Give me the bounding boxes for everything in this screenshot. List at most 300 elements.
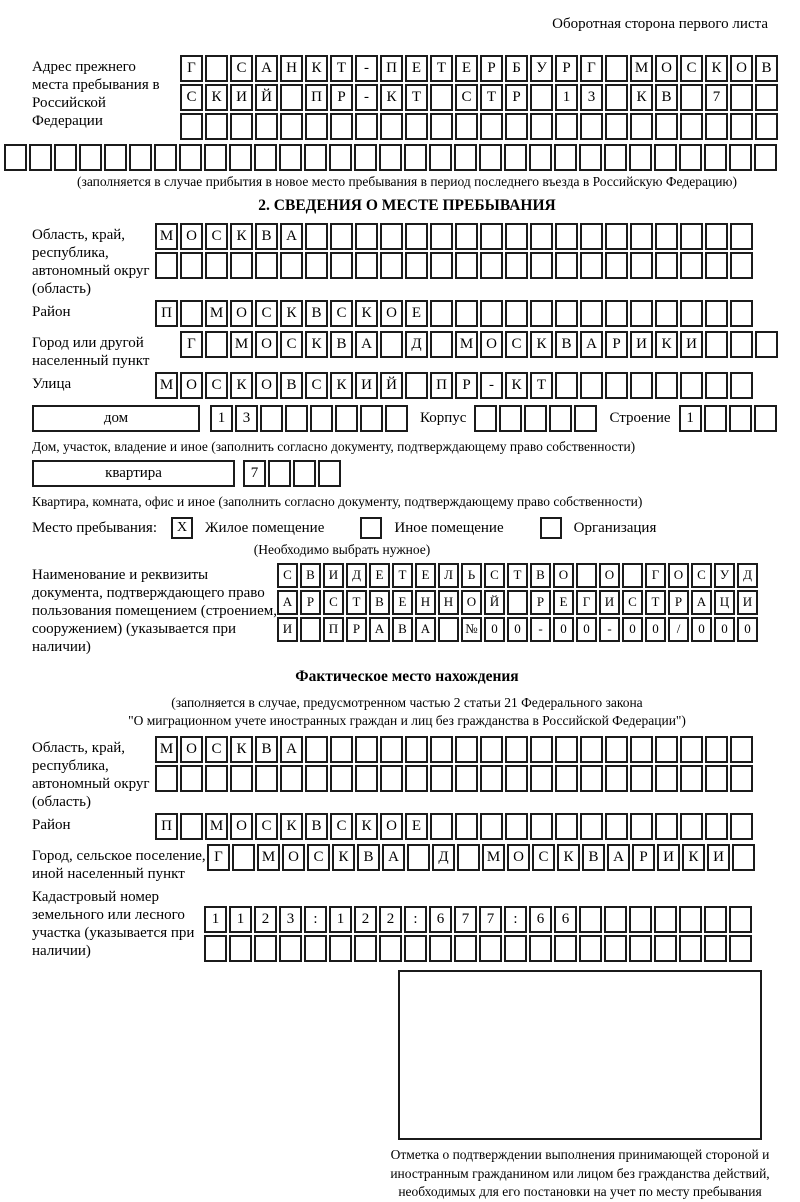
- char-box: Т: [346, 590, 367, 615]
- char-box: [729, 405, 752, 432]
- char-box: [680, 252, 703, 279]
- char-box: [655, 113, 678, 140]
- char-box: П: [305, 84, 328, 111]
- char-box: А: [580, 331, 603, 358]
- char-box: [280, 765, 303, 792]
- char-box: [455, 736, 478, 763]
- char-box: Г: [180, 55, 203, 82]
- char-row: [180, 84, 780, 111]
- char-box: /: [668, 617, 689, 642]
- char-box: П: [380, 55, 403, 82]
- char-box: О: [553, 563, 574, 588]
- char-box: [580, 372, 603, 399]
- char-box: [229, 935, 252, 962]
- char-box: Г: [207, 844, 230, 871]
- char-box: [630, 736, 653, 763]
- char-box: [285, 405, 308, 432]
- char-box: 2: [379, 906, 402, 933]
- char-box: [29, 144, 52, 171]
- char-box: [280, 113, 303, 140]
- char-box: К: [305, 331, 328, 358]
- char-box: [330, 223, 353, 250]
- char-box: [455, 113, 478, 140]
- char-box: [499, 405, 522, 432]
- char-box: [318, 460, 341, 487]
- city-label: Город или другой населенный пункт: [32, 335, 150, 369]
- char-box: [705, 252, 728, 279]
- char-box: Г: [180, 331, 203, 358]
- char-box: Б: [505, 55, 528, 82]
- char-row: [277, 563, 760, 588]
- char-box: [630, 372, 653, 399]
- char-box: [530, 813, 553, 840]
- char-box: [680, 84, 703, 111]
- char-box: [730, 813, 753, 840]
- house-note: Дом, участок, владение и иное (заполнить согласно документу, подтверждающему право собственности): [32, 439, 636, 454]
- char-box: [680, 736, 703, 763]
- char-box: [555, 113, 578, 140]
- char-box: Н: [415, 590, 436, 615]
- char-box: [605, 113, 628, 140]
- char-box: О: [655, 55, 678, 82]
- char-box: М: [257, 844, 280, 871]
- region-block: [32, 223, 782, 298]
- char-box: [385, 405, 408, 432]
- char-box: :: [504, 906, 527, 933]
- char-box: [654, 935, 677, 962]
- char-box: Е: [553, 590, 574, 615]
- actual-city-label: Город, сельское поселение, иной населенный пункт: [32, 848, 206, 882]
- char-box: [430, 300, 453, 327]
- prev-address-label: Адрес прежнего места пребывания в Российской Федерации: [32, 59, 160, 129]
- char-box: [430, 84, 453, 111]
- char-box: [630, 223, 653, 250]
- char-box: [279, 144, 302, 171]
- char-box: [360, 405, 383, 432]
- char-box: С: [180, 84, 203, 111]
- stay-option-residential: [171, 517, 324, 539]
- char-box: С: [532, 844, 555, 871]
- char-box: Р: [605, 331, 628, 358]
- char-box: [429, 144, 452, 171]
- char-box: Д: [432, 844, 455, 871]
- char-box: [180, 252, 203, 279]
- char-box: [4, 144, 27, 171]
- char-box: С: [305, 372, 328, 399]
- char-box: [474, 405, 497, 432]
- char-box: В: [582, 844, 605, 871]
- char-box: [730, 736, 753, 763]
- char-box: [305, 113, 328, 140]
- char-box: [354, 935, 377, 962]
- char-box: [705, 813, 728, 840]
- char-box: [655, 300, 678, 327]
- page-header-note: Оборотная сторона первого листа: [552, 16, 768, 32]
- char-box: 1: [329, 906, 352, 933]
- char-box: [293, 460, 316, 487]
- char-box: К: [332, 844, 355, 871]
- char-box: К: [682, 844, 705, 871]
- char-box: [268, 460, 291, 487]
- document-block: [32, 563, 782, 656]
- char-box: С: [691, 563, 712, 588]
- char-box: [205, 55, 228, 82]
- char-box: [280, 84, 303, 111]
- char-row: [180, 55, 780, 82]
- char-box: М: [155, 736, 178, 763]
- street-block: [32, 372, 782, 401]
- char-box: [505, 736, 528, 763]
- char-box: [555, 252, 578, 279]
- char-box: 1: [679, 405, 702, 432]
- char-box: 7: [479, 906, 502, 933]
- char-box: К: [230, 736, 253, 763]
- stay-note: (Необходимо выбрать нужное): [253, 542, 431, 557]
- char-box: И: [355, 372, 378, 399]
- char-box: [579, 906, 602, 933]
- char-box: Р: [480, 55, 503, 82]
- char-box: В: [280, 372, 303, 399]
- char-row: [210, 405, 410, 432]
- char-box: [530, 252, 553, 279]
- char-box: [580, 223, 603, 250]
- char-box: А: [369, 617, 390, 642]
- char-box: [655, 813, 678, 840]
- char-box: [705, 736, 728, 763]
- char-box: [654, 906, 677, 933]
- char-box: В: [255, 223, 278, 250]
- char-box: [280, 252, 303, 279]
- char-box: [305, 765, 328, 792]
- char-box: [279, 935, 302, 962]
- char-row: [204, 906, 754, 933]
- char-box: [755, 331, 778, 358]
- char-box: [622, 563, 643, 588]
- char-box: [605, 372, 628, 399]
- char-box: [605, 765, 628, 792]
- cadastral-rows: [204, 885, 754, 964]
- korpus-label: Корпус: [420, 410, 467, 426]
- char-box: С: [622, 590, 643, 615]
- char-box: [504, 144, 527, 171]
- char-box: [454, 144, 477, 171]
- char-box: [480, 736, 503, 763]
- char-box: В: [255, 736, 278, 763]
- char-box: С: [280, 331, 303, 358]
- char-box: [505, 113, 528, 140]
- char-box: А: [280, 223, 303, 250]
- region-label: Область, край, республика, автономный округ (область): [32, 227, 150, 297]
- stay-option-other: [360, 517, 503, 539]
- char-box: В: [357, 844, 380, 871]
- char-box: [405, 252, 428, 279]
- char-box: [704, 906, 727, 933]
- char-box: Т: [330, 55, 353, 82]
- char-box: 0: [484, 617, 505, 642]
- char-box: [579, 935, 602, 962]
- char-box: [655, 252, 678, 279]
- char-box: П: [155, 813, 178, 840]
- char-box: [680, 300, 703, 327]
- char-box: С: [484, 563, 505, 588]
- char-box: [180, 765, 203, 792]
- char-box: Т: [392, 563, 413, 588]
- char-box: [380, 331, 403, 358]
- char-box: И: [599, 590, 620, 615]
- char-row: [474, 405, 599, 432]
- checkbox-other: [360, 517, 382, 539]
- char-row: [155, 765, 755, 792]
- char-box: [405, 765, 428, 792]
- char-box: О: [180, 223, 203, 250]
- char-box: [755, 113, 778, 140]
- char-box: А: [382, 844, 405, 871]
- char-box: О: [230, 300, 253, 327]
- char-box: [605, 84, 628, 111]
- char-box: [430, 223, 453, 250]
- char-box: 0: [645, 617, 666, 642]
- char-box: -: [355, 55, 378, 82]
- char-box: [480, 252, 503, 279]
- char-box: [430, 813, 453, 840]
- char-box: [329, 144, 352, 171]
- char-box: С: [505, 331, 528, 358]
- char-box: В: [530, 563, 551, 588]
- char-box: В: [392, 617, 413, 642]
- char-box: Р: [455, 372, 478, 399]
- char-box: [430, 113, 453, 140]
- char-box: У: [530, 55, 553, 82]
- char-box: К: [230, 372, 253, 399]
- char-box: [457, 844, 480, 871]
- char-box: [104, 144, 127, 171]
- char-box: [554, 935, 577, 962]
- char-box: О: [461, 590, 482, 615]
- char-box: [179, 144, 202, 171]
- char-box: [604, 935, 627, 962]
- char-box: [605, 55, 628, 82]
- char-box: [438, 617, 459, 642]
- char-box: Р: [632, 844, 655, 871]
- char-box: [579, 144, 602, 171]
- char-box: О: [230, 813, 253, 840]
- char-box: К: [530, 331, 553, 358]
- char-box: И: [230, 84, 253, 111]
- char-box: О: [282, 844, 305, 871]
- char-box: Е: [405, 813, 428, 840]
- char-box: [730, 372, 753, 399]
- char-box: С: [680, 55, 703, 82]
- char-box: [480, 765, 503, 792]
- char-box: С: [323, 590, 344, 615]
- char-box: О: [180, 736, 203, 763]
- char-box: Е: [405, 55, 428, 82]
- char-box: О: [255, 331, 278, 358]
- actual-location-note1: (заполняется в случае, предусмотренном частью 2 статьи 21 Федерального закона: [171, 695, 643, 710]
- char-box: [254, 935, 277, 962]
- char-box: [305, 252, 328, 279]
- char-box: П: [155, 300, 178, 327]
- char-box: О: [180, 372, 203, 399]
- char-box: [330, 736, 353, 763]
- char-box: [480, 300, 503, 327]
- char-box: К: [280, 300, 303, 327]
- char-box: [479, 144, 502, 171]
- char-box: [180, 813, 203, 840]
- stamp-area: [398, 970, 762, 1140]
- char-box: -: [599, 617, 620, 642]
- char-box: 2: [254, 906, 277, 933]
- char-box: А: [277, 590, 298, 615]
- actual-location-title: Фактическое место нахождения: [295, 668, 519, 685]
- actual-district-label: Район: [32, 817, 71, 833]
- char-box: [335, 405, 358, 432]
- char-box: [704, 405, 727, 432]
- char-box: 3: [279, 906, 302, 933]
- char-box: [429, 935, 452, 962]
- char-box: С: [230, 55, 253, 82]
- char-row: [180, 113, 780, 140]
- char-box: [605, 736, 628, 763]
- char-box: [605, 252, 628, 279]
- char-box: Г: [580, 55, 603, 82]
- district-label: Район: [32, 304, 71, 320]
- char-box: П: [430, 372, 453, 399]
- char-box: [529, 935, 552, 962]
- char-box: [505, 223, 528, 250]
- char-box: 6: [429, 906, 452, 933]
- char-box: [405, 736, 428, 763]
- char-box: [204, 935, 227, 962]
- char-box: [654, 144, 677, 171]
- apartment-type-box: квартира: [32, 460, 235, 487]
- char-box: Р: [668, 590, 689, 615]
- char-box: А: [607, 844, 630, 871]
- region-rows: [155, 223, 755, 281]
- char-box: [300, 617, 321, 642]
- char-box: [255, 765, 278, 792]
- char-box: Д: [737, 563, 758, 588]
- char-box: К: [280, 813, 303, 840]
- char-box: К: [205, 84, 228, 111]
- char-box: [574, 405, 597, 432]
- char-box: Е: [455, 55, 478, 82]
- char-box: Е: [392, 590, 413, 615]
- char-box: [354, 144, 377, 171]
- char-box: [580, 765, 603, 792]
- char-box: [407, 844, 430, 871]
- char-box: С: [455, 84, 478, 111]
- char-box: [730, 300, 753, 327]
- char-box: [505, 252, 528, 279]
- char-box: [755, 84, 778, 111]
- char-box: Е: [415, 563, 436, 588]
- char-box: Р: [530, 590, 551, 615]
- char-row: [155, 252, 755, 279]
- char-box: [705, 223, 728, 250]
- char-box: В: [755, 55, 778, 82]
- char-box: И: [680, 331, 703, 358]
- char-box: [205, 331, 228, 358]
- char-box: И: [630, 331, 653, 358]
- char-box: [430, 331, 453, 358]
- char-box: В: [305, 813, 328, 840]
- char-box: Й: [484, 590, 505, 615]
- char-box: С: [205, 223, 228, 250]
- char-box: 3: [235, 405, 258, 432]
- char-box: 0: [507, 617, 528, 642]
- actual-district-block: [32, 813, 782, 842]
- char-box: [630, 300, 653, 327]
- prev-address-rows: [180, 55, 780, 142]
- char-box: [604, 144, 627, 171]
- char-box: М: [205, 813, 228, 840]
- prev-address-block: [32, 55, 782, 142]
- char-box: [229, 144, 252, 171]
- char-box: [204, 144, 227, 171]
- char-box: 1: [204, 906, 227, 933]
- char-row: [243, 460, 343, 487]
- char-box: И: [323, 563, 344, 588]
- house-type-box: дом: [32, 405, 200, 432]
- char-box: 0: [714, 617, 735, 642]
- char-box: Т: [430, 55, 453, 82]
- char-box: [705, 331, 728, 358]
- char-box: [305, 736, 328, 763]
- char-box: [705, 372, 728, 399]
- char-row: [155, 223, 755, 250]
- char-box: [580, 300, 603, 327]
- char-box: [680, 765, 703, 792]
- char-box: [260, 405, 283, 432]
- char-box: -: [480, 372, 503, 399]
- char-box: П: [323, 617, 344, 642]
- char-box: -: [530, 617, 551, 642]
- char-box: -: [355, 84, 378, 111]
- char-box: [555, 765, 578, 792]
- char-row: [180, 331, 780, 358]
- char-box: О: [380, 813, 403, 840]
- char-box: :: [304, 906, 327, 933]
- stay-type-row: [32, 517, 782, 539]
- char-box: К: [630, 84, 653, 111]
- stamp-note: Отметка о подтверждении выполнения принимающей стороной и иностранным гражданином или лицом без гражданства действий, необходимых для его постановки на учет по месту пребывания: [390, 1147, 770, 1199]
- char-box: [629, 906, 652, 933]
- char-box: [404, 935, 427, 962]
- char-row: [277, 617, 760, 642]
- char-box: [379, 144, 402, 171]
- char-box: [505, 813, 528, 840]
- char-box: [505, 300, 528, 327]
- stay-option-organization: [540, 517, 657, 539]
- char-box: 1: [555, 84, 578, 111]
- char-box: Р: [555, 55, 578, 82]
- char-box: 3: [580, 84, 603, 111]
- char-box: 7: [705, 84, 728, 111]
- char-box: [732, 844, 755, 871]
- char-box: [729, 935, 752, 962]
- char-box: [680, 813, 703, 840]
- char-box: [729, 144, 752, 171]
- char-box: [630, 113, 653, 140]
- char-box: С: [205, 372, 228, 399]
- char-box: [580, 736, 603, 763]
- char-box: [555, 813, 578, 840]
- stay-option-label: Жилое помещение: [205, 519, 325, 536]
- char-box: В: [300, 563, 321, 588]
- street-label: Улица: [32, 376, 72, 392]
- char-box: [380, 223, 403, 250]
